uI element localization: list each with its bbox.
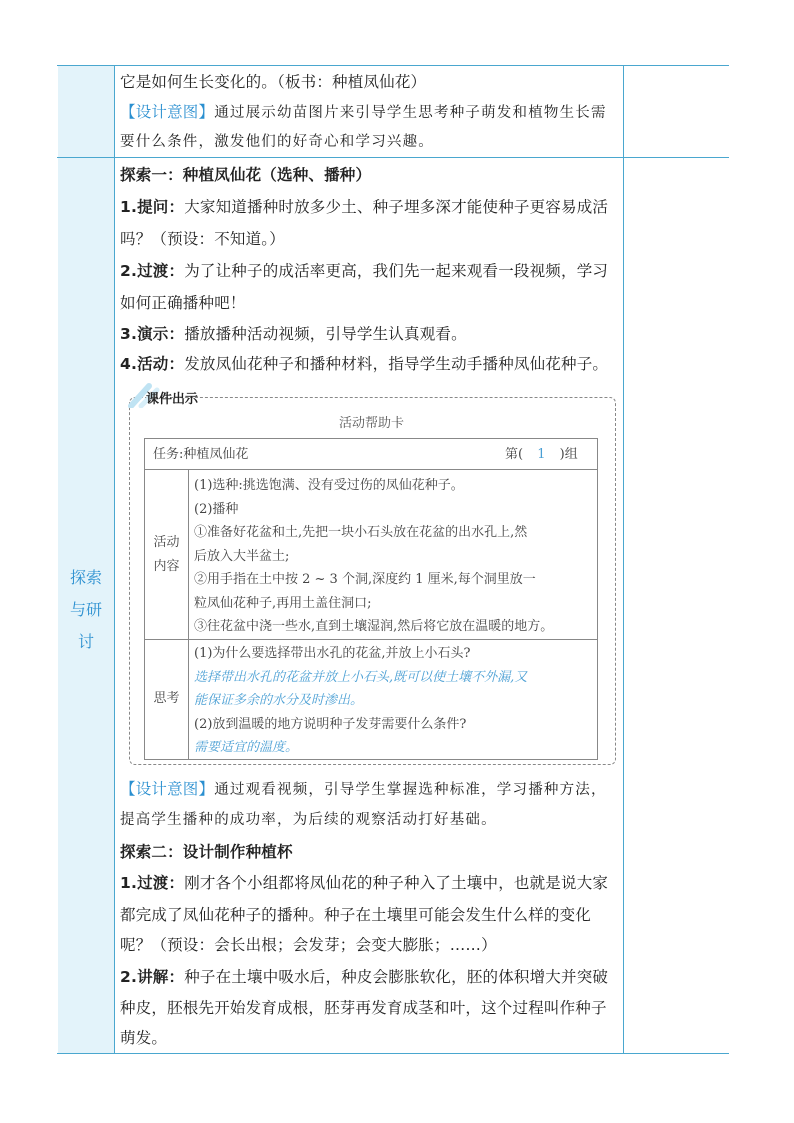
think-label: 思考 bbox=[153, 691, 180, 706]
s1-question-text: 大家知道播种时放多少土、种子埋多深才能使种子更容易成活 bbox=[184, 198, 609, 216]
act-line-2: (2)播种 bbox=[194, 501, 239, 517]
s2-transition bbox=[120, 868, 618, 898]
s1-transition bbox=[120, 256, 618, 286]
think-q2: (2)放到温暖的地方说明种子发芽需要什么条件? bbox=[194, 716, 467, 732]
s1-question-num: 1.提问： bbox=[120, 198, 185, 216]
card-group bbox=[505, 443, 578, 467]
section2-title: 探索二：设计制作种植杯 bbox=[120, 843, 293, 861]
intent2-text-1: 通过观看视频，引导学生掌握选种标准，学习播种方法， bbox=[214, 782, 607, 798]
side-cell-intro bbox=[58, 65, 114, 157]
act-line-5: ②用手指在土中按 2 ~ 3 个洞,深度约 1 厘米,每个洞里放一 bbox=[194, 572, 536, 587]
table-rule-top bbox=[57, 65, 729, 66]
side-label-line1: 探索 bbox=[69, 568, 102, 587]
card-row-divider-1 bbox=[145, 469, 597, 470]
activity-content bbox=[194, 474, 594, 639]
intro-intent bbox=[120, 97, 618, 128]
table-col-2 bbox=[623, 65, 624, 1054]
intro-intent-line2: 要什么条件，激发他们的好奇心和学习兴趣。 bbox=[120, 134, 434, 150]
table-col-1 bbox=[114, 65, 115, 1054]
s1-transition-text: 为了让种子的成活率更高，我们先一起来观看一段视频，学习 bbox=[184, 262, 609, 280]
s2-transition-line2: 都完成了凤仙花种子的播种。种子在土壤里可能会发生什么样的变化 bbox=[120, 906, 592, 924]
group-prefix: 第( bbox=[505, 447, 524, 462]
s2-transition-text: 刚才各个小组都将凤仙花的种子种入了土壤中，也就是说大家 bbox=[184, 874, 609, 892]
s1-activity bbox=[120, 349, 618, 379]
think-a2: 需要适宜的温度。 bbox=[194, 740, 299, 755]
s1-demo-text: 播放播种活动视频，引导学生认真观看。 bbox=[184, 325, 467, 343]
s2-explain-line3: 萌发。 bbox=[120, 1029, 168, 1047]
table-rule-bottom bbox=[57, 1053, 729, 1054]
explore-intent bbox=[120, 774, 618, 805]
help-card bbox=[144, 438, 598, 760]
intent-text-1: 通过展示幼苗图片来引导学生思考种子萌发和植物生长需 bbox=[214, 105, 607, 121]
act-line-1: (1)选种:挑选饱满、没有受过伤的凤仙花种子。 bbox=[194, 478, 464, 493]
group-num: 1 bbox=[537, 447, 546, 462]
intent-tag-2: 【设计意图】 bbox=[120, 780, 215, 798]
think-a1-line2: 能保证多余的水分及时渗出。 bbox=[194, 693, 364, 708]
s2-explain-num: 2.讲解： bbox=[120, 968, 185, 986]
think-q1: (1)为什么要选择带出水孔的花盆,并放上小石头? bbox=[194, 646, 471, 661]
s1-transition-num: 2.过渡： bbox=[120, 262, 185, 280]
intro-line: 它是如何生长变化的。（板书：种植凤仙花） bbox=[120, 73, 427, 91]
side-label-line2: 与研 bbox=[69, 600, 102, 619]
s1-activity-text: 发放凤仙花种子和播种材料，指导学生动手播种凤仙花种子。 bbox=[184, 355, 609, 373]
side-label-line3: 讨 bbox=[77, 632, 94, 651]
s2-explain bbox=[120, 962, 618, 992]
s2-transition-line3: 呢？（预设：会长出根；会发芽；会变大膨胀；……） bbox=[120, 936, 497, 954]
card-task: 任务:种植凤仙花 bbox=[153, 447, 249, 462]
s2-transition-num: 1.过渡： bbox=[120, 874, 185, 892]
think-content bbox=[194, 642, 594, 760]
activity-label bbox=[145, 531, 188, 578]
activity-label-2: 内容 bbox=[153, 558, 180, 574]
s1-question bbox=[120, 192, 618, 222]
s1-question-line2: 吗？（预设：不知道。） bbox=[120, 230, 285, 248]
card-col-divider bbox=[188, 469, 189, 759]
activity-label-1: 活动 bbox=[153, 535, 180, 550]
card-row-divider-2 bbox=[145, 639, 597, 640]
act-line-6: 粒凤仙花种子,再用土盖住洞口; bbox=[194, 595, 372, 611]
intent-tag: 【设计意图】 bbox=[120, 103, 215, 121]
s1-activity-num: 4.活动： bbox=[120, 355, 185, 373]
s1-transition-line2: 如何正确播种吧！ bbox=[120, 294, 246, 312]
s2-explain-text: 种子在土壤中吸水后，种皮会膨胀软化，胚的体积增大并突破 bbox=[184, 968, 609, 986]
s1-demo bbox=[120, 319, 618, 349]
group-suffix: )组 bbox=[559, 447, 578, 462]
s1-demo-num: 3.演示： bbox=[120, 325, 185, 343]
explore-intent-line2: 提高学生播种的成功率，为后续的观察活动打好基础。 bbox=[120, 812, 497, 828]
think-a1-line1: 选择带出水孔的花盆并放上小石头,既可以使土壤不外漏,又 bbox=[194, 669, 528, 685]
s2-explain-line2: 种皮，胚根先开始发育成根，胚芽再发育成茎和叶，这个过程叫作种子 bbox=[120, 999, 607, 1017]
table-rule-row bbox=[57, 157, 729, 158]
act-line-7: ③往花盆中浇一些水,直到土壤湿润,然后将它放在温暖的地方。 bbox=[194, 619, 554, 634]
section1-title: 探索一：种植凤仙花（选种、播种） bbox=[120, 166, 372, 184]
card-title: 活动帮助卡 bbox=[338, 416, 404, 431]
side-label bbox=[58, 562, 114, 658]
act-line-3: ①准备好花盆和土,先把一块小石头放在花盆的出水孔上,然 bbox=[194, 525, 528, 540]
act-line-4: 后放入大半盆土; bbox=[194, 548, 290, 564]
courseware-tab-label: 课件出示 bbox=[146, 392, 199, 407]
